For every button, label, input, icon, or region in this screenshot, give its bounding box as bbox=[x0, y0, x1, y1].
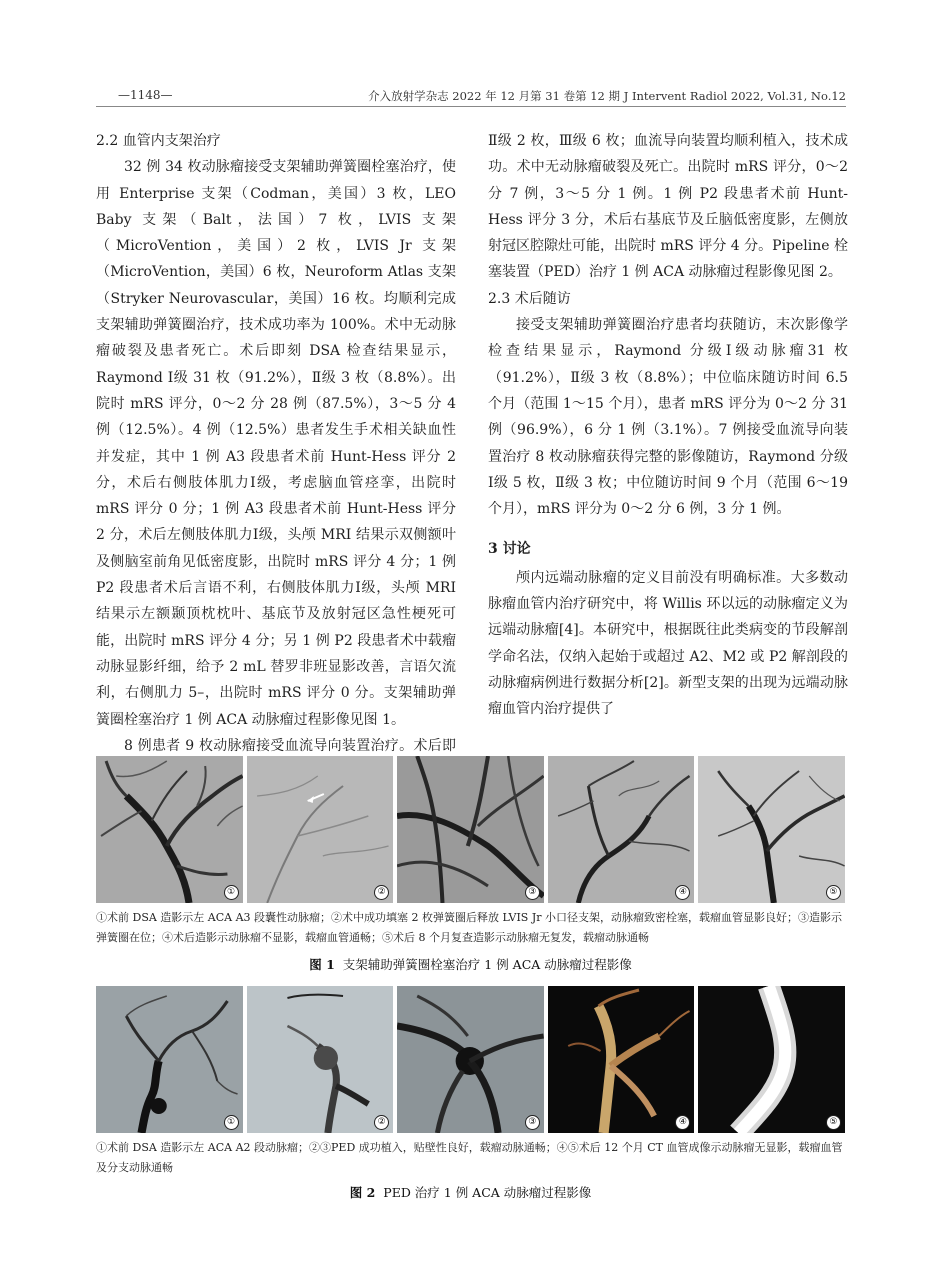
panel-number: ① bbox=[224, 885, 239, 900]
panel-number: ④ bbox=[675, 1115, 690, 1130]
fig2-panel-5 bbox=[698, 986, 845, 1133]
fig2-panel-1 bbox=[96, 986, 243, 1133]
fig1-panel-2 bbox=[247, 756, 394, 903]
left-column bbox=[96, 128, 456, 785]
fig1-panel-5 bbox=[698, 756, 845, 903]
angiogram-image bbox=[96, 986, 243, 1133]
panel-number: ① bbox=[224, 1115, 239, 1130]
panel-number: ⑤ bbox=[826, 1115, 841, 1130]
angiogram-image bbox=[247, 986, 394, 1133]
figure-2-title bbox=[96, 1183, 845, 1201]
fig1-panel-3 bbox=[397, 756, 544, 903]
fig1-panel-4 bbox=[548, 756, 695, 903]
angiogram-image bbox=[548, 756, 695, 903]
figure-2-images bbox=[96, 986, 845, 1133]
figure-2-caption: ①术前 DSA 造影示左 ACA A2 段动脉瘤；②③PED 成功植入，贴壁性良好，载瘤动脉通畅；④⑤术后 12 个月 CT 血管成像示动脉瘤无显影，载瘤血管及分支动脉通畅 bbox=[96, 1141, 843, 1174]
fig2-panel-3 bbox=[397, 986, 544, 1133]
angiogram-image bbox=[247, 756, 394, 903]
section-heading-3: 3 讨论 bbox=[488, 541, 531, 558]
section-heading-2-2: 2.2 血管内支架治疗 bbox=[96, 133, 221, 149]
panel-number: ② bbox=[374, 1115, 389, 1130]
paragraph-stent: 32 例 34 枚动脉瘤接受支架辅助弹簧圈栓塞治疗，使用 Enterprise 支架（Codman，美国）3 枚，LEO Baby 支架（Balt，法国）7 枚，LVIS 支架（MicroVention，美国）2 枚，LVIS Jr 支架（MicroVention，美国）6 枚，Neuroform Atlas 支架（Stryker Neurovascular，美国）16 枚。均顺利完成支架辅助弹簧圈治疗，技术成功率为 100%。术中无动脉瘤破裂及患者死亡。术后即刻 DSA 检查结果显示，Raymond Ⅰ级 31 枚（91.2%），Ⅱ级 3 枚（8.8%）。出院时 mRS 评分，0～2 分 28 例（87.5%），3～5 分 4 例（12.5%）。4 例（12.5%）患者发生手术相关缺血性并发症，其中 1 例 A3 段患者术前 Hunt-Hess 评分 2 分，术后右侧肢体肌力Ⅰ级，考虑脑血管痉挛，出院时 mRS 评分 0 分；1 例 A3 段患者术前 Hunt-Hess 评分 2 分，术后左侧肢体肌力Ⅰ级，头颅 MRI 结果示双侧额叶及侧脑室前角见低密度影，出院时 mRS 评分 4 分；1 例 P2 段患者术后言语不利，右侧肢体肌力Ⅰ级，头颅 MRI 结果示左额颞顶枕枕叶、基底节及放射冠区急性梗死可能，出院时 mRS 评分 4 分；另 1 例 P2 段患者术中载瘤动脉显影纤细，给予 2 mL 替罗非班显影改善，言语欠流利，右侧肌力 5–，出院时 mRS 评分 0 分。支架辅助弹簧圈栓塞治疗 1 例 ACA 动脉瘤过程影像见图 1。 bbox=[96, 159, 456, 728]
fig2-panel-4 bbox=[548, 986, 695, 1133]
paragraph-continued: Ⅱ级 2 枚，Ⅲ级 6 枚；血流导向装置均顺利植入，技术成功。术中无动脉瘤破裂及死亡。出院时 mRS 评分，0～2 分 7 例，3～5 分 1 例。1 例 P2 段患者术前 Hunt-Hess 评分 3 分，术后右基底节及丘脑低密度影，左侧放射冠区腔隙灶可能，出院时 mRS 评分 4 分。Pipeline 栓塞装置（PED）治疗 1 例 ACA 动脉瘤过程影像见图 2。 bbox=[488, 133, 848, 281]
figure-2-label: 图 2 bbox=[349, 1185, 376, 1200]
header-rule bbox=[96, 106, 846, 107]
panel-number: ③ bbox=[525, 885, 540, 900]
figure-1-label: 图 1 bbox=[309, 957, 335, 972]
fig2-panel-2 bbox=[247, 986, 394, 1133]
journal-header: 介入放射学杂志 2022 年 12 月第 31 卷第 12 期 J Intervent Radiol 2022, Vol.31, No.12 bbox=[368, 89, 846, 103]
angiogram-image bbox=[397, 986, 544, 1133]
panel-number: ② bbox=[374, 885, 389, 900]
panel-number: ⑤ bbox=[826, 885, 841, 900]
section-heading-2-3: 2.3 术后随访 bbox=[488, 290, 571, 307]
panel-number: ③ bbox=[525, 1115, 540, 1130]
paragraph-discussion: 颅内远端动脉瘤的定义目前没有明确标准。大多数动脉瘤血管内治疗研究中，将 Willis 环以远的动脉瘤定义为远端动脉瘤[4]。本研究中，根据既往此类病变的节段解剖学命名法，仅纳入起始于或超过 A2、M2 或 P2 解剖段的动脉瘤病例进行数据分析[2]。新型支架的出现为远端动脉瘤血管内治疗提供了 bbox=[488, 569, 848, 718]
angiogram-image bbox=[96, 756, 243, 903]
figure-1-title-text: 支架辅助弹簧圈栓塞治疗 1 例 ACA 动脉瘤过程影像 bbox=[342, 957, 632, 972]
paragraph-followup: 接受支架辅助弹簧圈治疗患者均获随访，末次影像学检查结果显示，Raymond 分级Ⅰ级动脉瘤31 枚（91.2%），Ⅱ级 3 枚（8.8%）；中位临床随访时间 6.5 个月（范围 1～15 个月），患者 mRS 评分为 0～2 分 31 例（96.9%），6 分 1 例（3.1%）。7 例接受血流导向装置治疗 8 枚动脉瘤获得完整的影像随访，Raymond 分级Ⅰ级 5 枚，Ⅱ级 3 枚；中位随访时间 9 个月（范围 6～19 个月），mRS 评分为 0～2 分 6 例，3 分 1 例。 bbox=[488, 317, 848, 518]
angiogram-image bbox=[397, 756, 544, 903]
panel-number: ④ bbox=[675, 885, 690, 900]
angiogram-image bbox=[698, 756, 845, 903]
figure-1-caption: ①术前 DSA 造影示左 ACA A3 段囊性动脉瘤；②术中成功填塞 2 枚弹簧圈后释放 LVIS Jr 小口径支架，动脉瘤致密栓塞，载瘤血管显影良好；③造影示弹簧圈在位；④术后造影示动脉瘤不显影，载瘤血管通畅；⑤术后 8 个月复查造影示动脉瘤无复发，载瘤动脉通畅 bbox=[96, 911, 842, 944]
page-number: —1148— bbox=[118, 88, 173, 102]
fig1-panel-1 bbox=[96, 756, 243, 903]
figure-1-images bbox=[96, 756, 845, 903]
ct-angiography-image bbox=[548, 986, 695, 1133]
ct-angiography-image bbox=[698, 986, 845, 1133]
paragraph-flow-diverter: 8 例患者 9 枚动脉瘤接受血流导向装置治疗。术后即 bbox=[124, 737, 456, 754]
figure-1-title bbox=[96, 955, 845, 973]
right-column bbox=[488, 128, 848, 723]
figure-2-title-text: PED 治疗 1 例 ACA 动脉瘤过程影像 bbox=[383, 1185, 592, 1200]
